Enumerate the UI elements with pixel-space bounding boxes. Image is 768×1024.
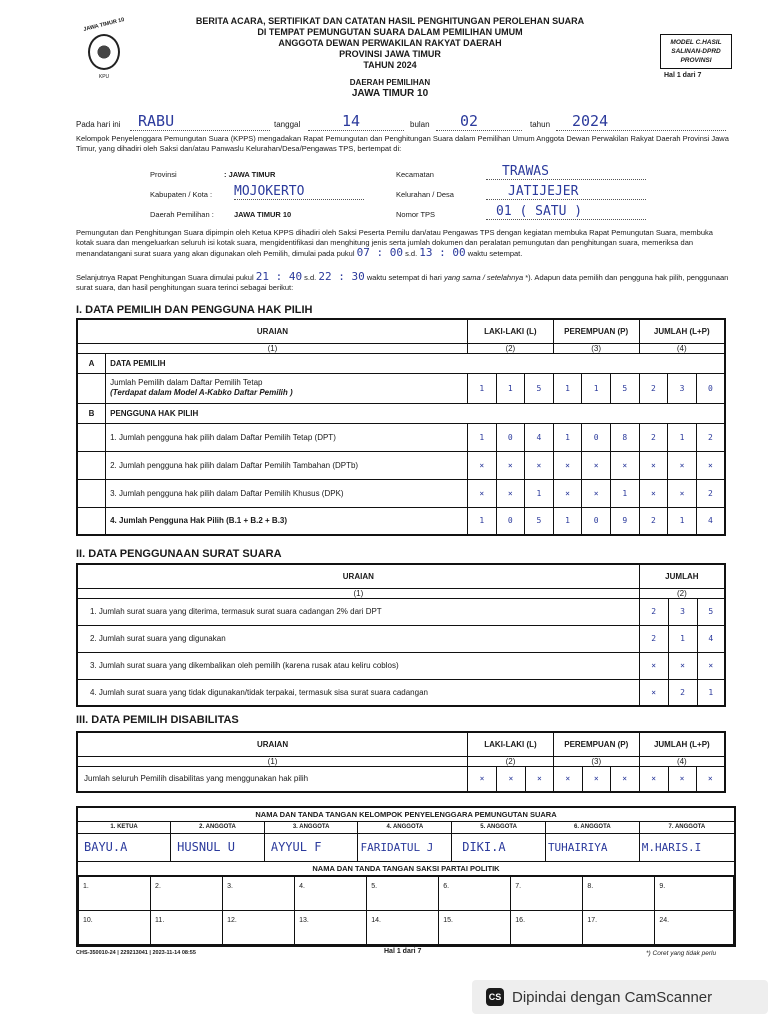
body-p2-italic: yang sama / setelahnya [443, 273, 524, 282]
s3-digit: × [553, 766, 582, 792]
saksi-slot: 8. [583, 876, 655, 910]
time-start-2: 21 : 40 [255, 270, 303, 283]
s2-row-4-digit: 2 [668, 679, 697, 706]
role-label: 4. ANGGOTA [358, 821, 452, 833]
tps-value: 01 ( SATU ) [486, 204, 646, 220]
s1-b4-digit: 1 [553, 507, 582, 535]
s2-row-1-label: 1. Jumlah surat suara yang diterima, termasuk surat suara cadangan 2% dari DPT [77, 598, 639, 625]
body-paragraph-1 [76, 228, 730, 259]
s1-b4-digit: 0 [582, 507, 611, 535]
s2-row-2-label: 2. Jumlah surat suara yang digunakan [77, 625, 639, 652]
saksi-slot: 11. [151, 910, 223, 944]
provinsi-label: Provinsi [150, 170, 177, 179]
member-name: DIKI.A [452, 833, 546, 861]
s1-col-jml: JUMLAH (L+P) [639, 319, 725, 343]
s1-a-letter: A [77, 353, 106, 373]
saksi-slot: 1. [79, 876, 151, 910]
tahun-label: tahun [530, 120, 551, 129]
s3-row-label: Jumlah seluruh Pemilih disabilitas yang menggunakan hak pilih [77, 766, 468, 792]
s1-b3-digit: 1 [610, 479, 639, 507]
role-label: 5. ANGGOTA [452, 821, 546, 833]
s1-a-digit: 1 [553, 373, 582, 403]
s3-num-1: (1) [77, 756, 468, 766]
body-paragraph-2 [76, 272, 730, 293]
provinsi-value: : JAWA TIMUR [224, 170, 276, 179]
saksi-slot: 17. [583, 910, 655, 944]
title-line-3: ANGGOTA DEWAN PERWAKILAN RAKYAT DAERAH [278, 38, 502, 48]
sd-1: s.d. [405, 249, 418, 258]
saksi-grid [78, 876, 734, 945]
section-2-table [76, 563, 726, 707]
signature-table [76, 806, 736, 947]
s3-digit: × [696, 766, 725, 792]
dapil-label: DAERAH PEMILIHAN [349, 78, 431, 87]
s1-b4-label: 4. Jumlah Pengguna Hak Pilih (B.1 + B.2 + B.3) [106, 507, 468, 535]
s1-col-uraian: URAIAN [77, 319, 467, 343]
model-box: MODEL C.HASIL SALINAN-DPRD PROVINSI [660, 34, 732, 69]
s2-row-2-digit: 2 [639, 625, 668, 652]
saksi-slot: 3. [223, 876, 295, 910]
s3-digit: × [468, 766, 497, 792]
saksi-slot: 6. [439, 876, 511, 910]
s3-col-l: LAKI-LAKI (L) [468, 732, 554, 756]
body-p1-end: waktu setempat. [467, 249, 523, 258]
s1-b3-digit: × [639, 479, 668, 507]
role-label: 2. ANGGOTA [171, 821, 265, 833]
saksi-slot: 13. [295, 910, 367, 944]
s1-b3-digit: × [496, 479, 525, 507]
s2-row-3-digit: × [668, 652, 697, 679]
s1-b1-digit: 1 [467, 423, 496, 451]
title-line-4: PROVINSI JAWA TIMUR [339, 49, 441, 59]
s1-b-spacer [77, 507, 106, 535]
tahun-value: 2024 [556, 112, 726, 131]
s3-num-4: (4) [639, 756, 725, 766]
s1-b3-digit: × [553, 479, 582, 507]
s1-a-digit: 5 [610, 373, 639, 403]
s3-digit: × [639, 766, 668, 792]
saksi-slot: 10. [79, 910, 151, 944]
tanggal-label: tanggal [274, 120, 301, 129]
location-block [150, 164, 710, 224]
s1-b3-digit: 2 [696, 479, 725, 507]
s1-a-row-label: Jumlah Pemilih dalam Daftar Pemilih Tetap [110, 378, 263, 387]
s1-a-digit: 1 [582, 373, 611, 403]
s1-b-title: PENGGUNA HAK PILIH [106, 403, 725, 423]
saksi-slot: 12. [223, 910, 295, 944]
kpps-title: NAMA DAN TANDA TANGAN KELOMPOK PENYELENGGARA PEMUNGUTAN SUARA [77, 807, 735, 821]
time-end-2: 22 : 30 [318, 270, 365, 283]
document-title [180, 16, 600, 99]
sd-2: s.d. [304, 273, 317, 282]
saksi-title: NAMA DAN TANDA TANGAN SAKSI PARTAI POLITIK [77, 861, 735, 875]
s1-b4-digit: 2 [639, 507, 668, 535]
body-p1-text: Pemungutan dan Penghitungan Suara dipimpin oleh Ketua KPPS dihadiri oleh Saksi Peserta Pemilu dan/atau Pengawas TPS dengan kegiatan membuka Rapat Pemungutan Suara, membuka kotak suara dan mengeluarkan seluruh isi kotak suara, mengidentifikasi dan menghitung jenis serta jumlah dokumen dan peralatan pemungutan dan penghitungan suara, memeriksa dan menandatangani surat suara yang akan digunakan oleh Pemilih, dimulai pada pukul [76, 228, 713, 258]
saksi-grid-wrapper [77, 875, 735, 946]
s1-b3-label: 3. Jumlah pengguna hak pilih dalam Daftar Pemilih Khusus (DPK) [106, 479, 468, 507]
s2-row-1-digit: 2 [639, 598, 668, 625]
saksi-slot: 7. [511, 876, 583, 910]
s1-b1-digit: 0 [496, 423, 525, 451]
member-name: AYYUL F [264, 833, 358, 861]
intro-paragraph: Kelompok Penyelenggara Pemungutan Suara (KPPS) mengadakan Rapat Pemungutan dan Penghitungan Suara dalam Pemilihan Umum Anggota Dewan Perwakilan Rakyat Daerah Provinsi Jawa Timur, yang dihadiri oleh Saksi dan/atau Panwaslu Kelurahan/Desa/Pengawas TPS, bertempat di: [76, 134, 729, 153]
s1-b1-digit: 2 [639, 423, 668, 451]
title-line-1: BERITA ACARA, SERTIFIKAT DAN CATATAN HASIL PENGHITUNGAN PEROLEHAN SUARA [195, 16, 585, 26]
emblem-text: JAWA TIMUR 10 [82, 17, 126, 33]
kecamatan-label: Kecamatan [396, 170, 434, 179]
s3-col-uraian: URAIAN [77, 732, 468, 756]
s1-b-spacer [77, 451, 106, 479]
s3-col-jml: JUMLAH (L+P) [639, 732, 725, 756]
member-name: HUSNUL U [171, 833, 265, 861]
s2-num-1: (1) [77, 588, 639, 598]
section-3-table [76, 731, 726, 793]
dapil-field-value: JAWA TIMUR 10 [234, 210, 292, 219]
saksi-slot: 2. [151, 876, 223, 910]
footer-note: *) Coret yang tidak perlu [646, 950, 717, 957]
emblem [78, 17, 130, 84]
title-line-5: TAHUN 2024 [363, 60, 417, 70]
camscanner-text: Dipindai dengan CamScanner [512, 988, 713, 1006]
camscanner-logo-icon: CS [486, 988, 504, 1006]
saksi-slot: 16. [511, 910, 583, 944]
s1-b2-digit: × [639, 451, 668, 479]
s1-b3-digit: 1 [525, 479, 554, 507]
s1-b-spacer [77, 479, 106, 507]
s1-b1-digit: 1 [668, 423, 697, 451]
s3-digit: × [497, 766, 526, 792]
section-1-table [76, 318, 726, 536]
s1-num-2: (2) [467, 343, 553, 353]
section-3-title: III. DATA PEMILIH DISABILITAS [76, 714, 239, 726]
footer-code: CHS-350010-24 | 229213041 | 2023-11-14 08:55 [76, 950, 196, 956]
s2-row-4-digit: 1 [697, 679, 725, 706]
section-1-title: I. DATA PEMILIH DAN PENGGUNA HAK PILIH [76, 304, 313, 316]
saksi-slot: 24. [655, 910, 734, 944]
s1-b2-digit: × [582, 451, 611, 479]
saksi-slot: 14. [367, 910, 439, 944]
s2-row-1-digit: 5 [697, 598, 725, 625]
s1-b2-digit: × [696, 451, 725, 479]
s3-col-p: PEREMPUAN (P) [553, 732, 639, 756]
s3-digit: × [610, 766, 639, 792]
tanggal-value: 14 [308, 112, 404, 131]
kelurahan-label: Kelurahan / Desa [396, 190, 454, 199]
s1-num-3: (3) [553, 343, 639, 353]
member-name: FARIDATUL J [358, 833, 452, 861]
time-start-1: 07 : 00 [356, 246, 403, 259]
s1-b1-digit: 2 [696, 423, 725, 451]
footer-page: Hal 1 dari 7 [384, 948, 422, 955]
s1-b3-digit: × [467, 479, 496, 507]
s2-num-2: (2) [639, 588, 725, 598]
dapil-field-label: Daerah Pemilihan : [150, 210, 214, 219]
s1-num-4: (4) [639, 343, 725, 353]
body-p2-start: Selanjutnya Rapat Penghitungan Suara dimulai pukul [76, 273, 254, 282]
saksi-slot: 15. [439, 910, 511, 944]
s2-row-3-label: 3. Jumlah surat suara yang dikembalikan oleh pemilih (karena rusak atau keliru coblos) [77, 652, 639, 679]
s1-b1-label: 1. Jumlah pengguna hak pilih dalam Daftar Pemilih Tetap (DPT) [106, 423, 468, 451]
role-label: 6. ANGGOTA [545, 821, 639, 833]
s3-num-2: (2) [468, 756, 554, 766]
kelurahan-value: JATIJEJER [486, 184, 646, 200]
s1-a-digit: 3 [668, 373, 697, 403]
s1-a-digit: 2 [639, 373, 668, 403]
kabupaten-value: MOJOKERTO [234, 184, 364, 200]
saksi-slot: 4. [295, 876, 367, 910]
s1-b1-digit: 1 [553, 423, 582, 451]
kecamatan-value: TRAWAS [486, 164, 646, 180]
s1-b4-digit: 4 [696, 507, 725, 535]
s1-b4-digit: 1 [467, 507, 496, 535]
pada-hari-label: Pada hari ini [76, 120, 121, 129]
section-2-title: II. DATA PENGGUNAAN SURAT SUARA [76, 548, 282, 560]
member-name: BAYU.A [77, 833, 171, 861]
s2-col-jml: JUMLAH [639, 564, 725, 588]
s1-a-row-sub: (Terdapat dalam Model A-Kabko Daftar Pemilih ) [110, 388, 293, 397]
s1-b1-digit: 0 [582, 423, 611, 451]
kabupaten-label: Kabupaten / Kota : [150, 190, 213, 199]
s1-b3-digit: × [582, 479, 611, 507]
s1-a-digit: 1 [496, 373, 525, 403]
s1-a-digit: 1 [467, 373, 496, 403]
s2-row-2-digit: 1 [668, 625, 697, 652]
garuda-emblem-icon [88, 34, 120, 70]
intro-date-line [76, 114, 726, 132]
member-name: TUHAIRIYA [545, 833, 639, 861]
s1-b2-label: 2. Jumlah pengguna hak pilih dalam Daftar Pemilih Tambahan (DPTb) [106, 451, 468, 479]
bulan-value: 02 [436, 112, 522, 131]
time-end-1: 13 : 00 [419, 246, 466, 259]
dapil-value: JAWA TIMUR 10 [351, 88, 429, 99]
role-label: 3. ANGGOTA [264, 821, 358, 833]
s1-col-l: LAKI-LAKI (L) [467, 319, 553, 343]
camscanner-badge [472, 980, 768, 1014]
s2-row-4-label: 4. Jumlah surat suara yang tidak digunakan/tidak terpakai, termasuk sisa surat suara cadangan [77, 679, 639, 706]
s1-b4-digit: 9 [610, 507, 639, 535]
body-p2-end: *). Adapun data pemilih dan pengguna hak pilih, penggunaan surat suara, dan hasil penghitungan suara terinci sebagai berikut: [76, 273, 729, 292]
body-p2-mid: waktu setempat di hari [366, 273, 442, 282]
s1-b2-digit: × [525, 451, 554, 479]
saksi-slot: 9. [655, 876, 734, 910]
saksi-slot: 5. [367, 876, 439, 910]
s2-row-4-digit: × [639, 679, 668, 706]
s1-a-digit: 0 [696, 373, 725, 403]
bulan-label: bulan [410, 120, 430, 129]
s1-b1-digit: 8 [610, 423, 639, 451]
s1-b3-digit: × [668, 479, 697, 507]
s1-b-spacer [77, 423, 106, 451]
s3-digit: × [525, 766, 553, 792]
s1-b2-digit: × [553, 451, 582, 479]
title-line-2: DI TEMPAT PEMUNGUTAN SUARA DALAM PEMILIHAN UMUM [257, 27, 523, 37]
s3-digit: × [668, 766, 696, 792]
tps-label: Nomor TPS [396, 210, 436, 219]
page-number: Hal 1 dari 7 [664, 72, 702, 79]
role-label: 7. ANGGOTA [639, 821, 735, 833]
s1-b2-digit: × [467, 451, 496, 479]
s3-digit: × [582, 766, 610, 792]
s1-num-1: (1) [77, 343, 467, 353]
hari-value: RABU [130, 112, 270, 131]
member-name: M.HARIS.I [639, 833, 735, 861]
s1-a-title: DATA PEMILIH [106, 353, 725, 373]
s1-b2-digit: × [610, 451, 639, 479]
s1-a-digit: 5 [525, 373, 554, 403]
s1-b1-digit: 4 [525, 423, 554, 451]
s1-a-spacer [77, 373, 106, 403]
s2-row-3-digit: × [697, 652, 725, 679]
emblem-bottom: KPU [98, 74, 110, 80]
s1-col-p: PEREMPUAN (P) [553, 319, 639, 343]
s2-row-3-digit: × [639, 652, 668, 679]
s1-b-letter: B [77, 403, 106, 423]
role-label: 1. KETUA [77, 821, 171, 833]
s2-col-uraian: URAIAN [77, 564, 639, 588]
s2-row-1-digit: 3 [668, 598, 697, 625]
s2-row-2-digit: 4 [697, 625, 725, 652]
s1-b4-digit: 5 [525, 507, 554, 535]
s3-num-3: (3) [553, 756, 639, 766]
s1-a-row [106, 373, 468, 403]
s1-b2-digit: × [496, 451, 525, 479]
s1-b4-digit: 1 [668, 507, 697, 535]
s1-b4-digit: 0 [496, 507, 525, 535]
s1-b2-digit: × [668, 451, 697, 479]
